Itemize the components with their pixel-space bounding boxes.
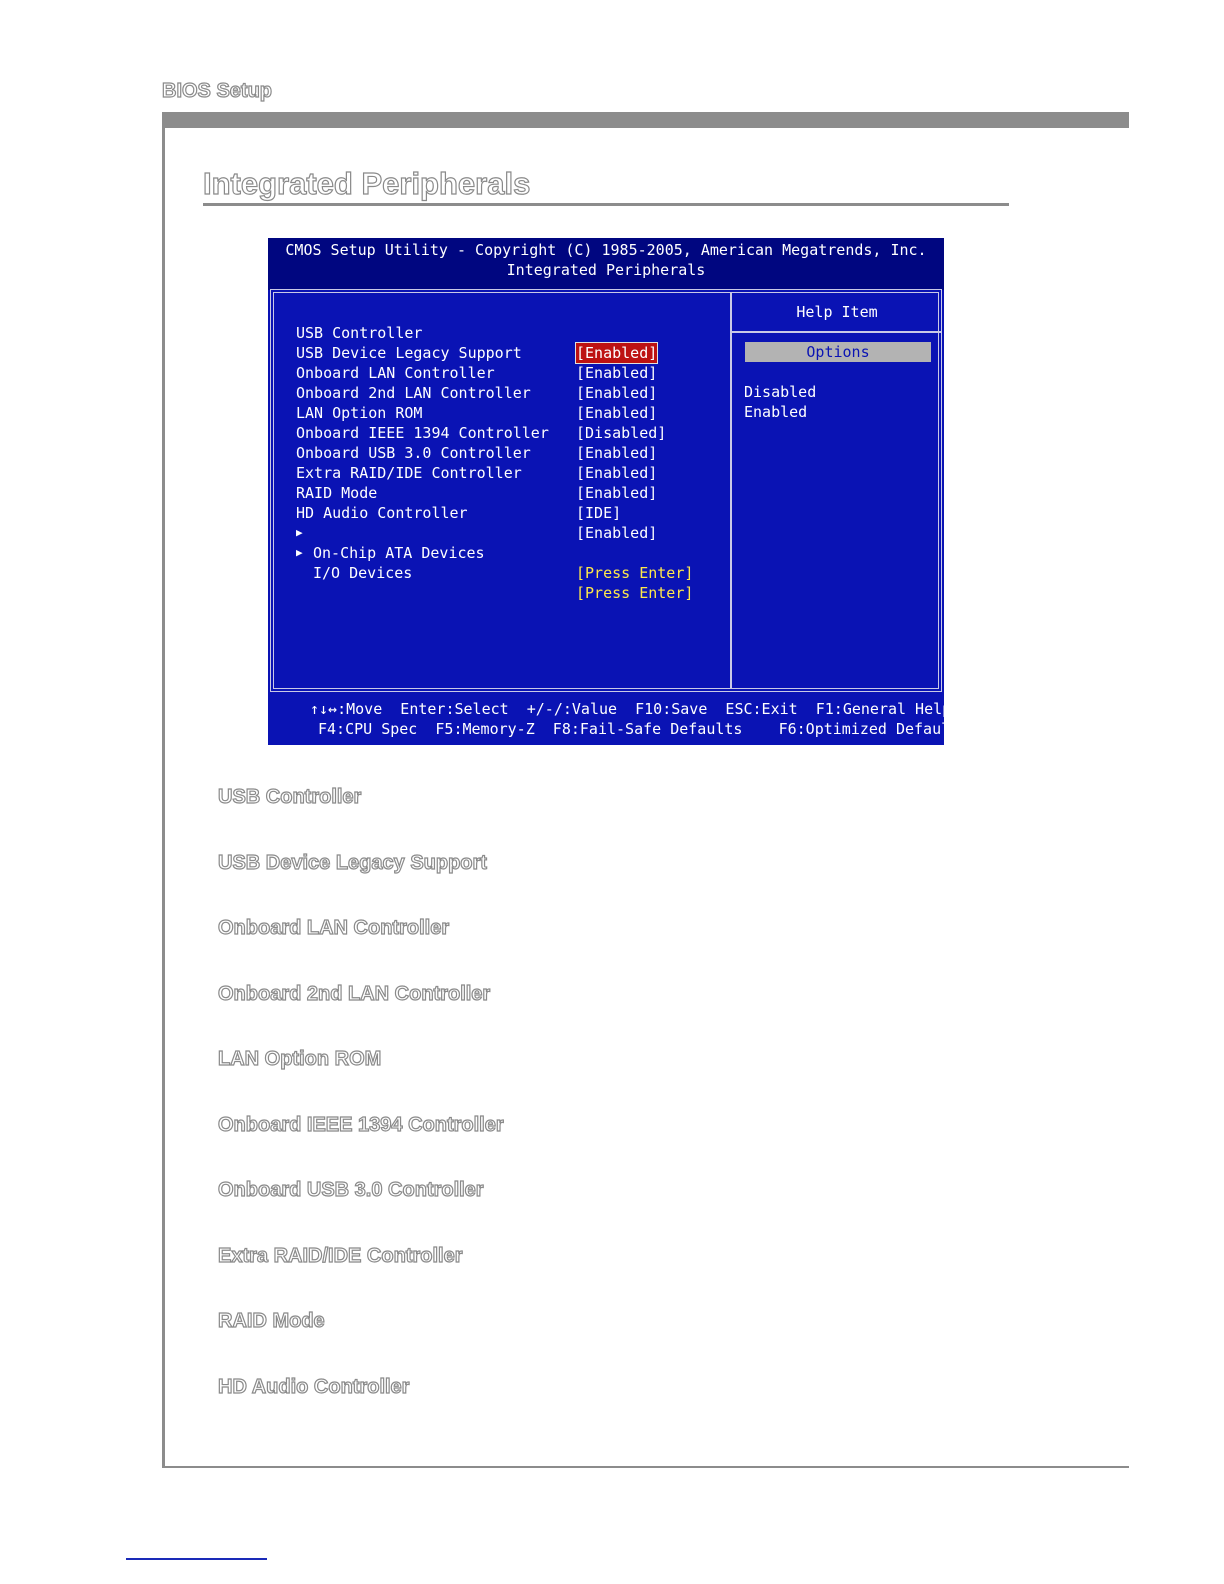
setting-label: Onboard LAN Controller — [296, 364, 495, 382]
bios-copyright: CMOS Setup Utility - Copyright (C) 1985-2005, American Megatrends, Inc. — [285, 241, 927, 259]
setting-label: Onboard 2nd LAN Controller — [296, 384, 531, 402]
key-legend-line: F4:CPU Spec F5:Memory-Z F8:Fail-Safe Defaults F6:Optimized Defaults — [318, 720, 969, 738]
desc-heading-usb-legacy: USB Device Legacy Support — [218, 852, 487, 874]
setting-value[interactable]: [Enabled] — [576, 524, 658, 542]
setting-value[interactable]: [Enabled] — [576, 444, 658, 462]
page-header-label: BIOS Setup — [162, 80, 273, 102]
submenu-arrow-icon: ▶ — [296, 546, 303, 559]
bios-key-legend — [268, 697, 969, 745]
section-title-underline — [203, 203, 1009, 206]
submenu-value[interactable]: [Press Enter] — [576, 584, 694, 602]
header-rule — [163, 112, 1129, 128]
submenu-value[interactable]: [Press Enter] — [576, 564, 694, 582]
bios-header — [268, 238, 944, 290]
setting-value-selected[interactable]: [Enabled] — [576, 344, 658, 362]
desc-heading-usb-controller: USB Controller — [218, 786, 362, 808]
help-item-title: Help Item — [796, 303, 878, 321]
desc-heading-onboard-lan: Onboard LAN Controller — [218, 917, 450, 939]
bios-frame — [270, 289, 942, 692]
setting-value[interactable]: [Enabled] — [576, 404, 658, 422]
help-option: Disabled — [744, 383, 817, 401]
help-header-rule — [732, 331, 942, 333]
setting-value[interactable]: [IDE] — [576, 504, 622, 522]
setting-label: Extra RAID/IDE Controller — [296, 464, 522, 482]
desc-heading-hd-audio: HD Audio Controller — [218, 1376, 410, 1398]
bottom-rule — [162, 1466, 1129, 1468]
help-panel-divider — [730, 293, 732, 688]
desc-heading-extra-raid: Extra RAID/IDE Controller — [218, 1245, 463, 1267]
options-header: Options — [745, 342, 931, 362]
setting-label: Onboard IEEE 1394 Controller — [296, 424, 549, 442]
setting-value[interactable]: [Enabled] — [576, 464, 658, 482]
key-legend-line: ↑↓↔:Move Enter:Select +/-/:Value F10:Save ESC:Exit F1:General Help — [310, 700, 952, 718]
setting-label: USB Device Legacy Support — [296, 344, 522, 362]
setting-value[interactable]: [Disabled] — [576, 424, 667, 442]
submenu-arrow-icon: ▶ — [296, 526, 303, 539]
desc-heading-ieee1394: Onboard IEEE 1394 Controller — [218, 1114, 504, 1136]
setting-label: USB Controller — [296, 324, 423, 342]
desc-heading-lan-option-rom: LAN Option ROM — [218, 1048, 382, 1070]
desc-heading-onboard-2nd-lan: Onboard 2nd LAN Controller — [218, 983, 491, 1005]
desc-heading-usb3: Onboard USB 3.0 Controller — [218, 1179, 484, 1201]
setting-label: On-Chip ATA Devices — [313, 544, 485, 562]
help-options-list — [744, 382, 816, 422]
setting-label: HD Audio Controller — [296, 504, 468, 522]
setting-label: RAID Mode — [296, 484, 378, 502]
setting-label: LAN Option ROM — [296, 404, 423, 422]
bios-screen-title: Integrated Peripherals — [506, 261, 706, 279]
desc-heading-raid-mode: RAID Mode — [218, 1310, 325, 1332]
left-margin-rule — [162, 112, 165, 1468]
bios-frame-inner — [273, 292, 939, 689]
bios-screenshot — [268, 238, 969, 745]
setting-label: I/O Devices — [313, 564, 413, 582]
setting-value[interactable]: [Enabled] — [576, 484, 658, 502]
help-option: Enabled — [744, 403, 808, 421]
settings-list — [292, 303, 712, 602]
footer-rule — [126, 1558, 267, 1560]
setting-label: Onboard USB 3.0 Controller — [296, 444, 531, 462]
section-title: Integrated Peripherals — [203, 166, 531, 201]
setting-value[interactable]: [Enabled] — [576, 384, 658, 402]
setting-value[interactable]: [Enabled] — [576, 364, 658, 382]
